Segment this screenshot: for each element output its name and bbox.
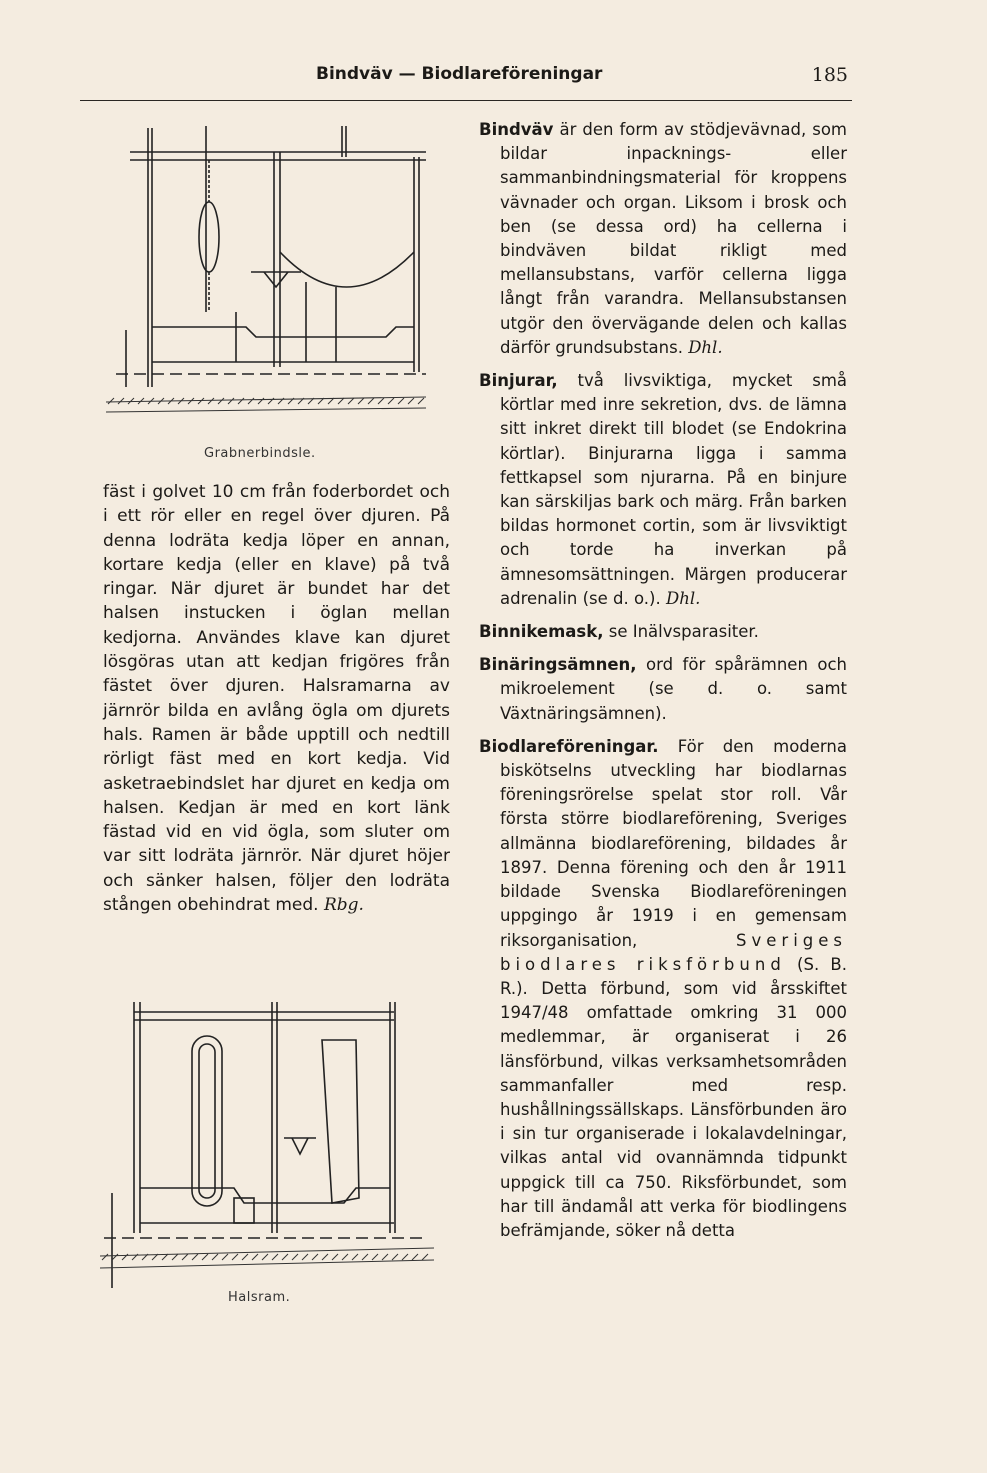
running-head: Bindväv — Biodlareföreningar [316, 64, 603, 84]
entry-text: se Inälvsparasiter. [603, 622, 759, 642]
right-column [479, 118, 847, 1252]
figure-caption-halsram: Halsram. [228, 1290, 291, 1305]
entry-term: Binnikemask, [479, 622, 604, 642]
entry-biodlareforeningar [479, 735, 847, 1243]
figure-grabnerbindsle [96, 112, 436, 472]
spaced-organisation-name: Sveriges biodlares riksförbund [500, 930, 847, 974]
page-number: 185 [811, 64, 848, 86]
figure-caption-grabnerbindsle: Grabnerbindsle. [204, 446, 316, 461]
page-header [80, 60, 852, 101]
entry-term: Bindväv [479, 120, 554, 139]
entry-binjurar [479, 369, 847, 611]
entry-term: Binäringsämnen, [479, 655, 637, 675]
entry-text: För den moderna biskötselns utveckling har biodlarnas föreningsrörelse spelat stor roll. Vår första större biodlareförening, Sveriges allmänna biodlareförening, bildades år 1897. Denna förening och den år 1911 bildade Svenska Biodlareföreningen uppgingo år 1919 i en gemensam riksorganisation, [500, 736, 847, 950]
entry-text: två livsviktiga, mycket små körtlar med inre sekretion, dvs. de lämna sitt inkret direkt till blodet (se Endokrina körtlar). Binjurarna ligga i samma fettkapsel som njurarna. På en binjure kan särskiljas bark och märg. Från barken bildas hormonet cortin, som är livsviktigt och torde ha inverkan på ämnesomsättningen. Märgen producerar adrenalin (se d. o.). [500, 371, 847, 608]
figure-halsram [94, 998, 444, 1313]
entry-term: Binjurar, [479, 371, 558, 391]
entry-text-continued: (S. B. R.). Detta förbund, som vid årsskiftet 1947/48 omfattade omkring 31 000 medlemmar, är organiserat i 26 länsförbund, vilkas verksamhetsområden sammanfaller med resp. hushållningssällskaps. Länsförbunden äro i sin tur organiserade i lokalavdelningar, vilkas antal vid ovannämnda tidpunkt uppgick till ca 750. Riksförbundet, som har till ändamål att verka för biodlingens befrämjande, söker nå detta [500, 954, 847, 1240]
author-signature: Rbg. [323, 895, 364, 916]
author-signature: Dhl. [665, 588, 701, 608]
halsram-drawing [94, 998, 444, 1288]
entry-term: Biodlareföreningar. [479, 736, 659, 756]
entry-binaringsamnen [479, 653, 847, 726]
entry-binnikemask [479, 620, 847, 644]
entry-text: är den form av stödjevävnad, som bildar inpacknings- eller sammanbindningsmaterial för kroppens vävnader och organ. Liksom i brosk och ben (se dessa ord) ha cellerna i bindväven bildat rikligt med mellansubstans, varför cellerna ligga långt från varandra. Mellansubstansen utgör den övervägande delen och kallas därför grundsubstans. [500, 120, 847, 357]
author-signature: Dhl. [688, 337, 723, 357]
entry-text: ord för spårämnen och mikroelement (se d. o. samt Växtnäringsämnen). [500, 655, 847, 723]
paragraph-bindsle-description [103, 480, 450, 917]
entry-bindvav [479, 118, 847, 360]
paragraph-text: fäst i golvet 10 cm från foderbordet och i ett rör eller en regel över djuren. På denna lodräta kedja löper en annan, kortare kedja (eller en klave) på två ringar. När djuret är bundet har det halsen instucken i öglan mellan kedjorna. Användes klave kan djuret lösgöras utan att kedjan frigöres från fästet över djuren. Halsramarna av järnrör bilda en avlång ögla om djurets hals. Ramen är både upptill och nedtill rörligt fäst med en kort kedja. Vid asketraebindslet har djuret en kedja om halsen. Kedjan är med en kort länk fästad vid en vid ögla, som sluter om var sitt lodräta järnrör. När djuret höjer och sänker halsen, följer den lodräta stången obehindrat med. [103, 482, 450, 916]
left-column [103, 480, 450, 926]
grabnerbindsle-drawing [96, 112, 436, 442]
